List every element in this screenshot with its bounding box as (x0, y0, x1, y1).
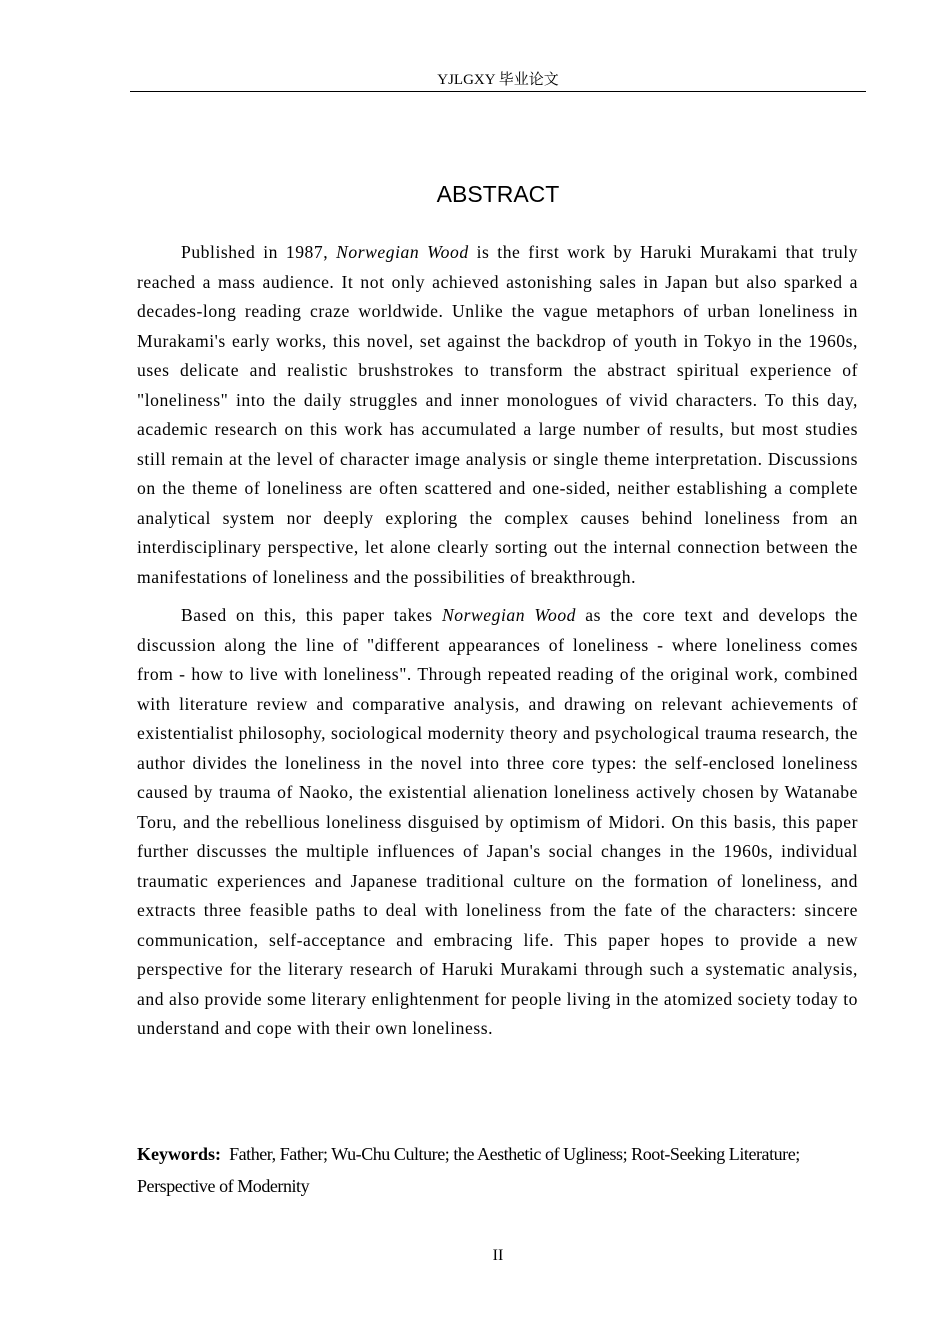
paragraph-1-text-before: Published in 1987, (181, 242, 337, 262)
paragraph-1-book-title: Norwegian Wood (336, 242, 469, 262)
keywords-text: Father, Father; Wu-Chu Culture; the Aesthetic of Ugliness; Root-Seeking Literature; Perspective of Modernity (137, 1144, 800, 1196)
paragraph-2-text-after: as the core text and develops the discussion along the line of "different appearances of loneliness - where loneliness comes from - how to live with loneliness". Through repeated reading of the original work, combined with literature review and comparative analysis, and drawing on relevant achievements of existentialist philosophy, sociological modernity theory and psychological trauma research, the author divides the loneliness in the novel into three core types: the self-enclosed loneliness caused by trauma of Naoko, the existential alienation loneliness actively chosen by Watanabe Toru, and the rebellious loneliness disguised by optimism of Midori. On this basis, this paper further discusses the multiple influences of Japan's social changes in the 1960s, individual traumatic experiences and Japanese traditional culture on the formation of loneliness, and extracts three feasible paths to deal with loneliness from the fate of the characters: sincere communication, self-acceptance and embracing life. This paper hopes to provide a new perspective for the literary research of Haruki Murakami through such a systematic analysis, and also provide some literary enlightenment for people living in the atomized society today to understand and cope with their own loneliness. (137, 605, 859, 1038)
keywords-label: Keywords: (137, 1144, 221, 1164)
abstract-paragraph-2 (137, 601, 858, 1044)
paragraph-2-book-title: Norwegian Wood (441, 605, 577, 625)
abstract-body (137, 238, 858, 1053)
keywords-section (137, 1138, 861, 1202)
paragraph-2-text-before: Based on this, this paper takes (181, 605, 442, 625)
running-header-title: YJLGXY 毕业论文 (437, 72, 559, 88)
paragraph-1-text-after: is the first work by Haruki Murakami that truly reached a mass audience. It not only achieved astonishing sales in Japan but also sparked a decades-long reading craze worldwide. Unlike the vague metaphors of urban loneliness in Murakami's early works, this novel, set against the backdrop of youth in Tokyo in the 1960s, uses delicate and realistic brushstrokes to transform the abstract spiritual experience of "loneliness" into the daily struggles and inner monologues of vivid characters. To this day, academic research on this work has accumulated a large number of results, but most studies still remain at the level of character image analysis or single theme interpretation. Discussions on the theme of loneliness are often scattered and one-sided, neither establishing a complete analytical system nor deeply exploring the complex causes behind loneliness from an interdisciplinary perspective, let alone clearly sorting out the internal connection between the manifestations of loneliness and the possibilities of breakthrough. (137, 242, 859, 587)
abstract-paragraph-1 (137, 238, 858, 592)
page-number: II (492, 1247, 504, 1264)
abstract-title: ABSTRACT (436, 181, 560, 207)
running-header (130, 70, 866, 92)
